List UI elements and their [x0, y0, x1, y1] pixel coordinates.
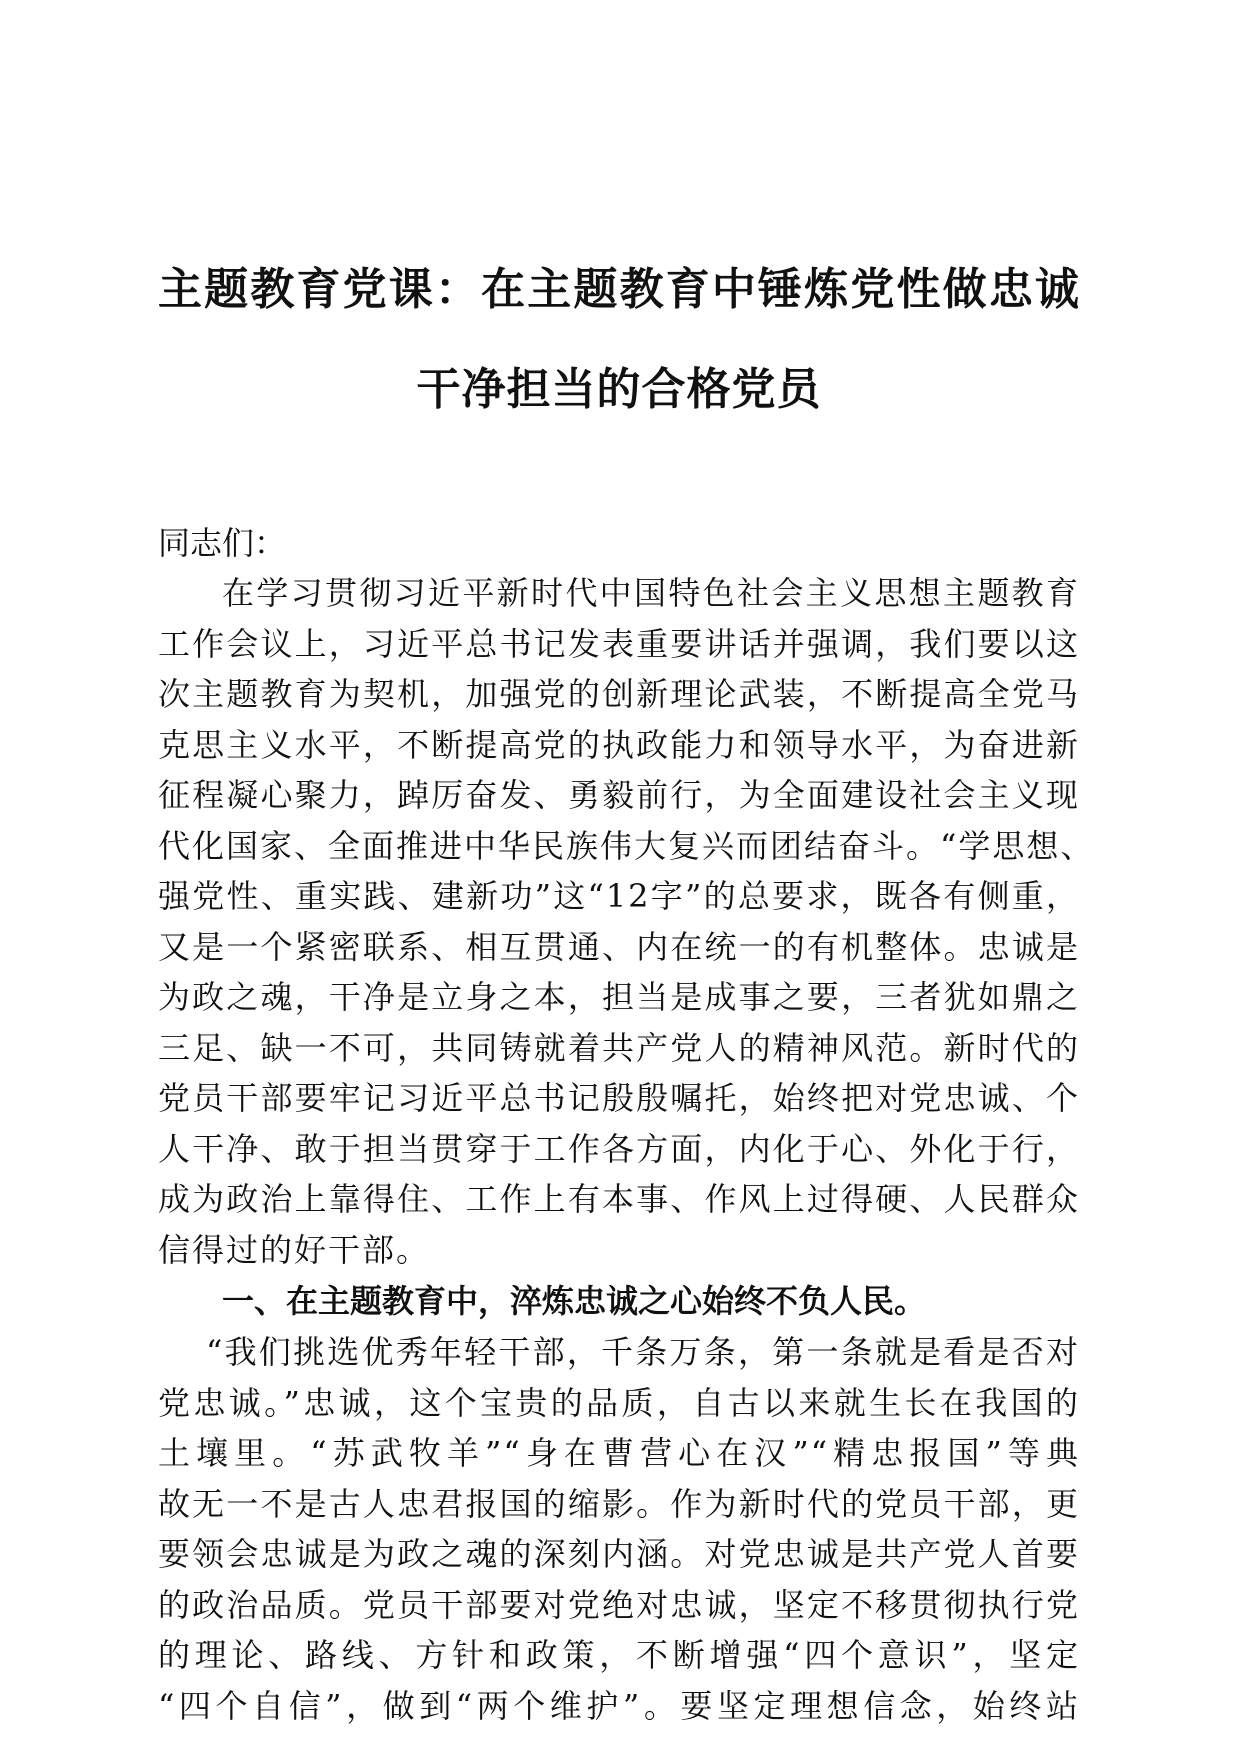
paragraph-line: “四个自信”，做到“两个维护”。要坚定理想信念，始终站 [158, 1686, 1080, 1725]
paragraph-line: 人干净、敢于担当贯穿于工作各方面，内化于心、外化于行， [158, 1129, 1080, 1168]
paragraph-line: 故无一不是古人忠君报国的缩影。作为新时代的党员干部，更 [158, 1484, 1080, 1523]
paragraph-line: 的理论、路线、方针和政策，不断增强“四个意识”，坚定 [158, 1636, 1080, 1674]
paragraph-line: 党忠诚。”忠诚，这个宝贵的品质，自古以来就生长在我国的 [158, 1383, 1080, 1422]
paragraph-line: 土壤里。“苏武牧羊”“身在曹营心在汉”“精忠报国”等典 [158, 1434, 1080, 1472]
paragraph-line: 信得过的好干部。 [158, 1230, 431, 1269]
paragraph-line: 工作会议上，习近平总书记发表重要讲话并强调，我们要以这 [158, 624, 1080, 663]
paragraph-line: 在学习贯彻习近平新时代中国特色社会主义思想主题教育 [222, 574, 1080, 612]
paragraph-line: 代化国家、全面推进中华民族伟大复兴而团结奋斗。“学思想、 [158, 826, 1095, 865]
paragraph-line: 又是一个紧密联系、相互贯通、内在统一的有机整体。忠诚是 [158, 927, 1080, 966]
paragraph-1 [158, 568, 1095, 1275]
paragraph-line: 次主题教育为契机，加强党的创新理论武装，不断提高全党马 [158, 675, 1080, 713]
document-page [158, 240, 1095, 1731]
paragraph-line: 为政之魂，干净是立身之本，担当是成事之要，三者犹如鼎之 [158, 978, 1080, 1016]
paragraph-line: 党员干部要牢记习近平总书记殷殷嘱托，始终把对党忠诚、个 [158, 1079, 1080, 1117]
title-line-1: 主题教育党课：在主题教育中锤炼党性做忠诚 [158, 264, 1080, 315]
paragraph-line: 征程凝心聚力，踔厉奋发、勇毅前行，为全面建设社会主义现 [158, 776, 1080, 814]
paragraph-line: 强党性、重实践、建新功”这“12字”的总要求，既各有侧重， [158, 877, 1080, 915]
paragraph-line: 的政治品质。党员干部要对党绝对忠诚，坚定不移贯彻执行党 [158, 1585, 1080, 1624]
paragraph-line: 成为政治上靠得住、工作上有本事、作风上过得硬、人民群众 [158, 1180, 1080, 1218]
paragraph-line: 克思主义水平，不断提高党的执政能力和领导水平，为奋进新 [158, 725, 1080, 764]
paragraph-line: 三足、缺一不可，共同铸就着共产党人的精神风范。新时代的 [158, 1028, 1080, 1067]
paragraph-line: “我们挑选优秀年轻干部，千条万条，第一条就是看是否对 [206, 1333, 1080, 1371]
salutation: 同志们： [158, 524, 287, 562]
section-heading-1: 一、在主题教育中，淬炼忠诚之心始终不负人民。 [222, 1282, 927, 1320]
paragraph-line: 要领会忠诚是为政之魂的深刻内涵。对党忠诚是共产党人首要 [158, 1535, 1080, 1573]
paragraph-2 [158, 1327, 1080, 1731]
title-line-2: 干净担当的合格党员 [416, 364, 822, 415]
